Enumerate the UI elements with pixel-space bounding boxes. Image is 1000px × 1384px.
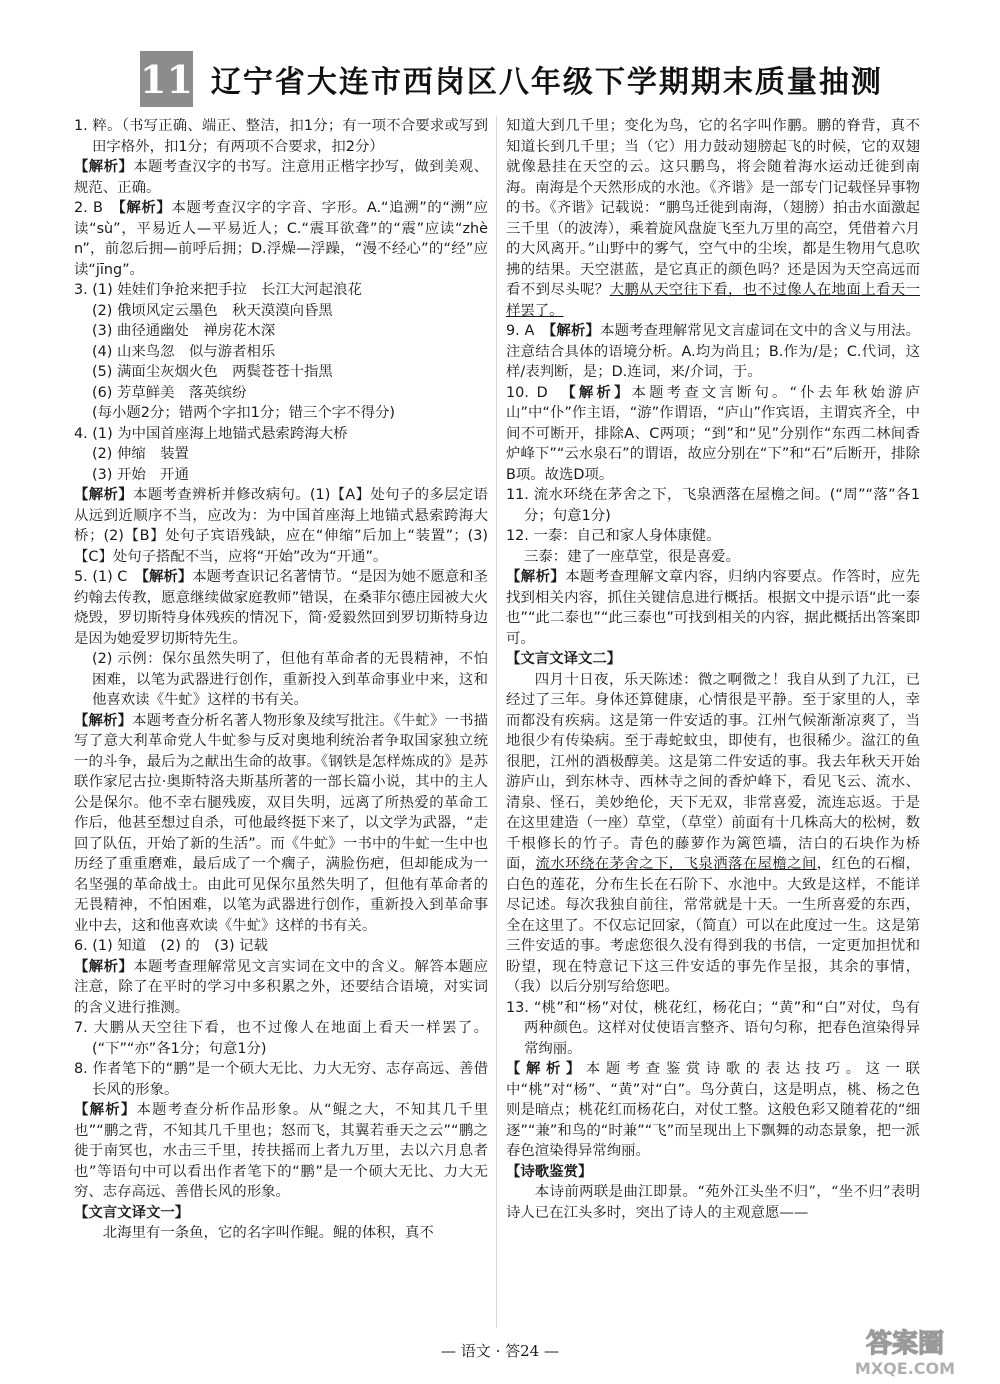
analysis-tag: 【解析】 (74, 487, 133, 503)
watermark-logo-text: 答案圈 (865, 1329, 945, 1359)
answer-q3-line: (4) 山来鸟忽 似与游者相乐 (92, 343, 276, 360)
translation-1-heading: 【文言文译文一】 (74, 1204, 190, 1221)
section-header (140, 50, 883, 108)
analysis-q5-2 (74, 711, 488, 937)
answer-q12-line: 三泰：建了一座草堂，很是喜爱。 (524, 548, 740, 565)
answer-q12-line: 12. 一泰：自己和家人身体康健。 (506, 528, 721, 544)
translation-1-continued-text: 知道大到几千里；变化为鸟，它的名字叫作鹏。鹏的脊背，真不知道长到几千里；当（它）用力鼓动翅膀起飞的时候，它的双翅就像悬挂在天空的云。这只鹏鸟，将会随着海水运动迁徙到南海。南海是个天然形成的水池。《齐谐》是一部专门记载怪异事物的书。《齐谐》记载说：“鹏鸟迁徙到南海，（翅膀）拍击水面激起三千里（的波涛），乘着旋风盘旋飞至九万里的高空，凭借着六月的大风离开。”山野中的雾气，空气中的尘埃，都是生物用气息吹拂的结果。天空湛蓝，是它真正的颜色吗？还是因为天空高远而看不到尽头呢？ (506, 118, 920, 298)
analysis-body: 本题考查理解文章内容，归纳内容要点。作答时，应先找到相关内容，抓住关键信息进行概括。根据文中提示语“此一泰也”“此二泰也”“此三泰也”可找到相关的内容，据此概括出答案即可。 (506, 569, 920, 647)
analysis-body: 本题考查汉字的书写。注意用正楷字抄写，做到美观、规范、正确。 (74, 159, 488, 196)
answer-q3-line: (每小题2分；错两个字扣1分；错三个字不得分) (92, 405, 395, 421)
section-number-badge: 11 (140, 51, 193, 107)
answer-q3-line: (3) 曲径通幽处 禅房花木深 (92, 323, 276, 339)
translation-2-part-b: ，红色的石榴，白色的莲花，分布生长在石阶下、水池中。大致是这样，不能详尽记述。每次我独自前往，常常就是十天。一生所喜爱的东西，全在这里了。不仅忘记回家，（简直）可以在此度过一生。这是第三件安适的事。考虑您很久没有得到我的书信，一定更加担忧和盼望，现在特意记下这三件安适的事先作呈报，其余的事情，（我）以后分别写给您吧。 (506, 856, 920, 995)
translation-1-underlined: 大鹏从天空往下看，也不过像人在地面上看天一样罢了。 (506, 282, 920, 319)
poem-appreciation-text: 本诗前两联是曲江即景。“苑外江头坐不归”，“坐不归”表明诗人已在江头多时，突出了诗人的主观意愿—— (506, 1184, 920, 1221)
analysis-tag: 【解析】 (549, 323, 601, 339)
translation-1-text: 北海里有一条鱼，它的名字叫作鲲。鲲的体积，真不 (102, 1225, 434, 1241)
answer-head: 5. (1) C (74, 569, 128, 585)
watermark-url-text: MXQE.COM (854, 1359, 956, 1378)
analysis-tag: 【解析】 (141, 569, 193, 585)
answer-q2 (74, 198, 488, 280)
answer-q3-line: 3. (1) 娃娃们争抢来把手拉 长江大河起浪花 (74, 282, 362, 298)
analysis-body: 本题考查分析名著人物形象及续写批注。《牛虻》一书描写了意大利革命党人牛虻参与反对奥地利统治者争取国家独立统一的斗争，最后为之献出生命的故事。《钢铁是怎样炼成的》是苏联作家尼古拉·奥斯特洛夫斯基所著的一部长篇小说，其中的主人公是保尔。他不幸右腿残废，双目失明，远离了所热爱的革命工作后，他甚至想过自杀，可他最终挺下来了，以文学为武器，“走回了队伍，开始了新的生活”。而《牛虻》一书中的牛虻一生中也历经了重重磨难，最后成了一个瘸子，满脸伤疤，但却能成为一名坚强的革命战士。由此可见保尔虽然失明了，但他有革命者的无畏精神，不怕困难，以笔为武器进行创作，重新投入到革命事业中去，这和他喜欢读《牛虻》这样的书有关。 (74, 712, 488, 934)
answer-q5-2: (2) 示例：保尔虽然失明了，但他有革命者的无畏精神，不怕困难，以笔为武器进行创作，重新投入到革命事业中来，这和他喜欢读《牛虻》这样的书有关。 (92, 651, 488, 708)
answer-head: 2. B (74, 200, 103, 216)
watermark-logo (830, 1322, 980, 1380)
answer-q4-line: (2) 伸缩 装置 (92, 446, 189, 462)
answer-head: 9. A (506, 323, 535, 339)
translation-2-heading: 【文言文译文二】 (506, 651, 622, 667)
poem-appreciation-heading: 【诗歌鉴赏】 (506, 1163, 593, 1180)
answer-q10 (506, 383, 920, 486)
analysis-body: 本题考查辨析并修改病句。(1)【A】处句子的多层定语从远到近顺序不当，应改为：为中国首座海上地锚式悬索跨海大桥；(2)【B】处句子宾语残缺，应在“伸缩”后加上“装置”；(3)【C】处句子搭配不当，应将“开始”改为“开通”。 (74, 487, 488, 565)
analysis-body: 本题考查理解常见文言虚词在文中的含义与用法。注意结合具体的语境分析。A.均为尚且；B.作为/是；C.代词，这样/表判断，是；D.连词，来/介词，于。 (506, 323, 920, 380)
answer-q7: 7. 大鹏从天空往下看，也不过像人在地面上看天一样罢了。(“下”“亦”各1分；句意1分) (74, 1020, 488, 1057)
answer-q4-line: (3) 开始 开通 (92, 466, 189, 483)
left-column (74, 116, 488, 1328)
answer-q9 (506, 321, 920, 383)
page-footer: — 语文 · 答24 — (441, 1342, 559, 1360)
answer-q3-line: (5) 满面尘灰烟火色 两鬓苍苍十指黑 (92, 364, 333, 380)
analysis-q1 (74, 157, 488, 198)
analysis-body: 本题考查识记名著情节。“是因为她不愿意和圣约翰去传教，愿意继续做家庭教师”错误，在桑菲尔德庄园被大火烧毁，罗切斯特身体残疾的情况下，简·爱毅然回到罗切斯特身边是因为她爱罗切斯特先生。 (74, 569, 488, 647)
analysis-q12 (506, 567, 920, 649)
answer-q5 (74, 567, 488, 649)
translation-2-part-a: 四月十日夜，乐天陈述：微之啊微之！我自从到了九江，已经过了三年。身体还算健康，心情很是平静。至于家里的人，幸而都没有疾病。这是第一件安适的事。江州气候渐渐凉爽了，当地很少有传染病。至于毒蛇蚊虫，即使有，也很稀少。湓江的鱼很肥，江州的酒极醇美。这是第二件安适的事。我去年秋天开始游庐山，到东林寺、西林寺之间的香炉峰下，看见飞云、流水、清泉、怪石，美妙绝伦，天下无双，非常喜爱，流连忘返。于是在这里建造（一座）草堂，（草堂）前面有十几株高大的松树，数千根修长的竹子。青色的藤萝作为篱笆墙，洁白的石块作为桥面， (506, 671, 920, 872)
right-column (506, 116, 920, 1328)
answer-q6: 6. (1) 知道 (2) 的 (3) 记载 (74, 938, 268, 954)
analysis-q8 (74, 1100, 488, 1203)
answer-q11: 11. 流水环绕在茅舍之下，飞泉洒落在屋檐之间。(“周”“落”各1分；句意1分) (506, 487, 920, 524)
translation-1-continued (506, 116, 920, 321)
column-divider (496, 116, 497, 1328)
answer-q8: 8. 作者笔下的“鹏”是一个硕大无比、力大无穷、志存高远、善借长风的形象。 (74, 1061, 488, 1098)
analysis-tag: 【解析】 (568, 384, 632, 401)
analysis-tag: 【解析】 (506, 1061, 586, 1077)
answer-q4-line: 4. (1) 为中国首座海上地锚式悬索跨海大桥 (74, 425, 348, 442)
answer-q3-line: (6) 芳草鲜美 落英缤纷 (92, 384, 247, 401)
answer-q1: 1. 粹。（书写正确、端正、整洁，扣1分；有一项不合要求或写到田字格外，扣1分；有两项不合要求，扣2分） (74, 118, 488, 155)
analysis-body: 本题考查鉴赏诗歌的表达技巧。这一联中“桃”对“杨”、“黄”对“白”。鸟分黄白，这是明点，桃、杨之色则是暗点；桃花红而杨花白，对仗工整。这般色彩又随着花的“细逐”“兼”和鸟的“时兼”“飞”而呈现出上下飘舞的动态景象，把一派春色渲染得异常绚丽。 (506, 1061, 920, 1159)
analysis-tag: 【解析】 (74, 712, 133, 729)
analysis-q6 (74, 957, 488, 1019)
translation-2-text (506, 670, 920, 998)
analysis-q4 (74, 485, 488, 567)
analysis-tag: 【解析】 (506, 569, 566, 585)
analysis-body: 本题考查理解常见文言实词在文中的含义。解答本题应注意，除了在平时的学习中多积累之外，还要结合语境，对实词的含义进行推测。 (74, 958, 488, 1016)
page-title: 辽宁省大连市西岗区八年级下学期期末质量抽测 (210, 65, 883, 100)
analysis-body: 本题考查文言断句。“仆去年秋始游庐山”中“仆”作主语，“游”作谓语，“庐山”作宾语，主谓宾齐全，中间不可断开，排除A、C两项；“到”和“见”分别作“东西二林间香炉峰下”“云水泉石”的谓语，故应分别在“下”和“石”后断开，排除B项。故选D项。 (506, 384, 920, 483)
analysis-body: 本题考查汉字的字音、字形。A.“追溯”的“溯”应读“sù”，平易近人—平易近人；C.“震耳欲聋”的“震”应读“zhèn”，前忽后拥—前呼后拥；D.浮燥—浮躁，“漫不经心”的“经”应读“jīng”。 (74, 200, 488, 278)
analysis-tag: 【解析】 (74, 958, 134, 975)
answer-q13: 13. “桃”和“杨”对仗，桃花红，杨花白；“黄”和“白”对仗，鸟有两种颜色。这样对仗使语言整齐、语句匀称，把春色渲染得异常绚丽。 (506, 999, 920, 1057)
answer-head: 10. D (506, 384, 548, 401)
analysis-tag: 【解析】 (74, 1102, 137, 1118)
analysis-q13 (506, 1059, 920, 1162)
analysis-tag: 【解析】 (118, 200, 172, 216)
answer-q3-line: (2) 俄顷风定云墨色 秋天漠漠向昏黑 (92, 302, 333, 319)
translation-2-underlined: 流水环绕在茅舍之下，飞泉洒落在屋檐之间 (535, 856, 817, 872)
analysis-tag: 【解析】 (74, 159, 134, 175)
analysis-body: 本题考查分析作品形象。从“鲲之大，不知其几千里也”“鹏之背，不知其几千里也；怒而飞，其翼若垂天之云”“鹏之徙于南冥也，水击三千里，抟扶摇而上者九万里，去以六月息者也”等语句中可以看出作者笔下的“鹏”是一个硕大无比、力大无穷、志存高远、善借长风的形象。 (74, 1102, 488, 1200)
